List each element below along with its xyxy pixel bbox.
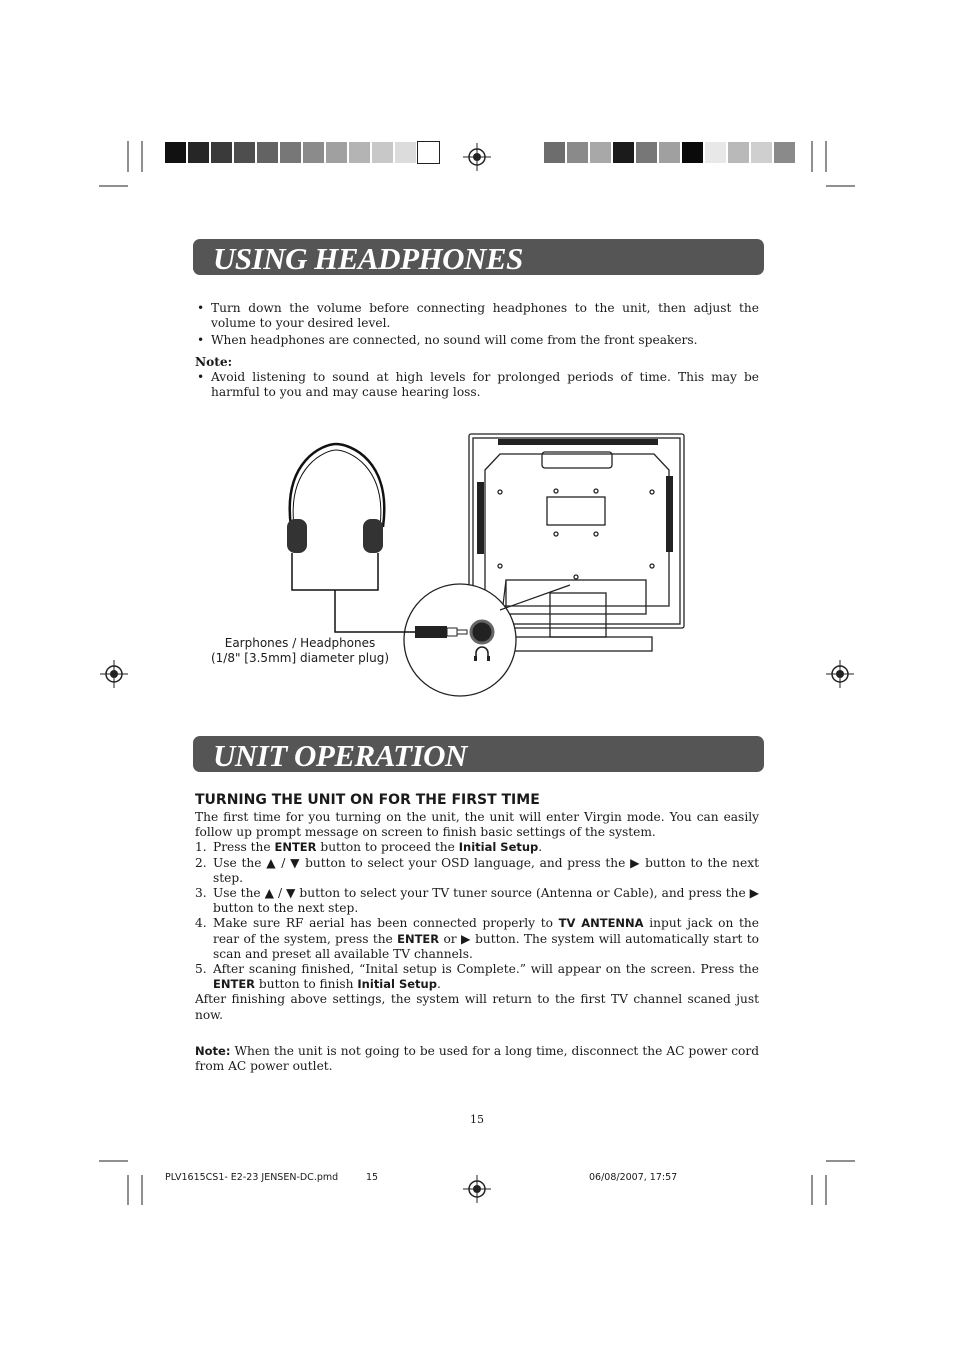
step-text: Make sure RF aerial has been connected properly to <box>213 916 559 931</box>
step-text: . <box>538 840 543 855</box>
color-swatch <box>372 142 393 163</box>
step-number: 3. <box>195 886 207 901</box>
caption-line: Earphones / Headphones <box>224 636 376 650</box>
color-swatch <box>544 142 565 163</box>
page-number: 15 <box>470 1113 484 1126</box>
step-number: 2. <box>195 855 207 870</box>
registration-mark-right <box>826 660 854 688</box>
step-text: button to finish <box>255 977 358 992</box>
color-swatch <box>659 142 680 163</box>
section-title: USING HEADPHONES <box>213 241 523 276</box>
headphones-instructions <box>195 301 759 400</box>
step-item <box>195 840 759 855</box>
registration-mark-bottom <box>463 1175 491 1203</box>
section-title: UNIT OPERATION <box>213 738 467 773</box>
headphone-jack <box>471 621 493 643</box>
step-item <box>195 962 759 992</box>
bullet-item: • Turn down the volume before connecting headphones to the unit, then adjust the volume to your desired level. <box>195 301 759 331</box>
step-item <box>195 886 759 916</box>
step-number: 5. <box>195 962 207 977</box>
step-number: 4. <box>195 916 207 931</box>
color-swatch <box>705 142 726 163</box>
color-swatch <box>636 142 657 163</box>
registration-mark-top <box>463 143 491 171</box>
step-text: After scaning finished, “Inital setup is Complete.” will appear on the screen. Press the <box>213 962 759 977</box>
color-swatch <box>188 142 209 163</box>
grayscale-strip-right <box>544 142 797 163</box>
step-text: input jack on the rear of the system, press the <box>213 916 759 946</box>
color-swatch <box>590 142 611 163</box>
step-number: 1. <box>195 840 207 855</box>
color-swatch <box>751 142 772 163</box>
step-bold: Initial Setup <box>357 977 437 992</box>
color-swatch <box>326 142 347 163</box>
section-banner-operation <box>193 736 764 772</box>
bullet-item: • When headphones are connected, no sound will come from the front speakers. <box>195 333 759 348</box>
color-swatch <box>280 142 301 163</box>
registration-mark-left <box>100 660 128 688</box>
step-bold: ENTER <box>274 840 317 855</box>
color-swatch <box>682 142 703 163</box>
bullet-item: • Avoid listening to sound at high levels for prolonged periods of time. This may be harmful to you and may cause hearing loss. <box>195 370 759 400</box>
step-text: button to proceed the <box>316 840 459 855</box>
section-banner-headphones <box>193 239 764 275</box>
color-swatch <box>418 142 439 163</box>
color-swatch <box>257 142 278 163</box>
magnifier-circle <box>404 584 516 696</box>
step-bold: Initial Setup <box>458 840 539 855</box>
step-bold: ENTER <box>213 977 256 992</box>
footer-date: 06/08/2007, 17:57 <box>589 1172 678 1183</box>
intro-paragraph: The first time for you turning on the unit, the unit will enter Virgin mode. You can easily follow up prompt message on screen to finish basic settings of the system. <box>195 810 759 840</box>
headphones-illustration <box>287 444 415 632</box>
step-item <box>195 916 759 962</box>
after-paragraph: After finishing above settings, the system will return to the first TV channel scaned just now. <box>195 992 759 1022</box>
step-text: . <box>436 977 441 992</box>
note-label: Note: <box>195 354 233 369</box>
step-bold: ENTER <box>397 931 440 946</box>
subheading: TURNING THE UNIT ON FOR THE FIRST TIME <box>195 792 540 808</box>
caption-line: (1/8" [3.5mm] diameter plug) <box>210 651 390 665</box>
color-swatch <box>395 142 416 163</box>
color-swatch <box>774 142 795 163</box>
note-label: Note: <box>195 1043 231 1058</box>
color-swatch <box>234 142 255 163</box>
step-text: Press the <box>213 840 275 855</box>
footer-page: 15 <box>366 1172 379 1183</box>
color-swatch <box>303 142 324 163</box>
color-swatch <box>567 142 588 163</box>
step-text: Use the ▲ / ▼ button to select your OSD language, and press the ▶ button to the next step. <box>213 855 759 885</box>
operation-instructions <box>195 810 759 1074</box>
step-item <box>195 856 759 886</box>
footer-file: PLV1615CS1- E2-23 JENSEN-DC.pmd <box>165 1172 339 1183</box>
color-swatch <box>613 142 634 163</box>
operation-note <box>195 1044 759 1074</box>
color-swatch <box>728 142 749 163</box>
grayscale-strip-left <box>165 142 441 163</box>
note-text: When the unit is not going to be used for a long time, disconnect the AC power cord from AC power outlet. <box>195 1043 759 1074</box>
color-swatch <box>165 142 186 163</box>
step-text: or ▶ button. The system will automatically start to scan and preset all available TV channels. <box>213 931 759 961</box>
color-swatch <box>349 142 370 163</box>
step-bold: TV ANTENNA <box>558 916 644 931</box>
step-text: Use the ▲ / ▼ button to select your TV tuner source (Antenna or Cable), and press the ▶ button to the next step. <box>213 886 759 916</box>
color-swatch <box>211 142 232 163</box>
diagram-caption <box>200 636 400 666</box>
